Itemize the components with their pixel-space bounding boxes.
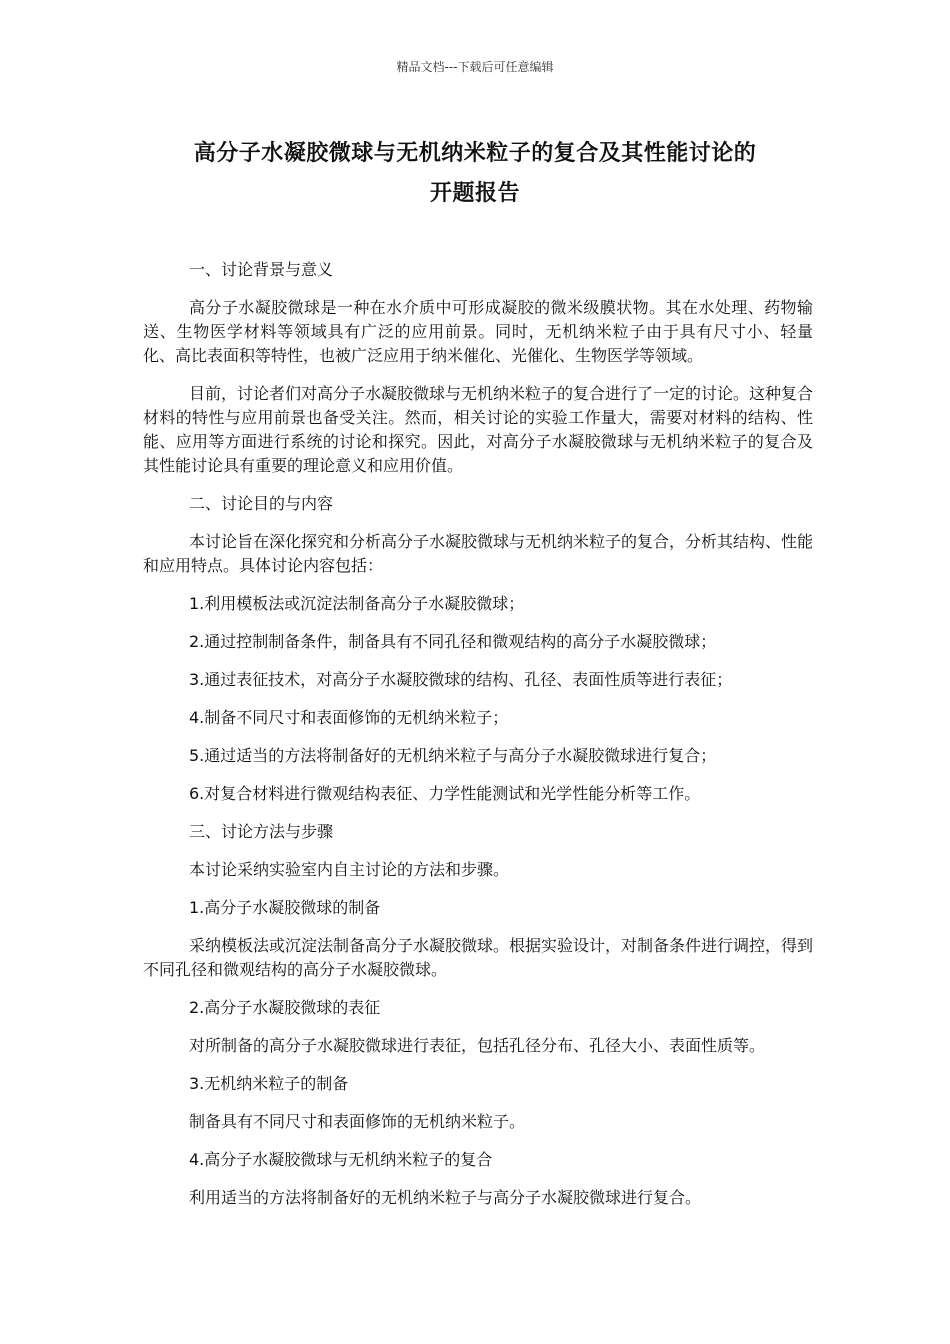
step-3-title: 3.无机纳米粒子的制备 xyxy=(189,1074,349,1093)
section-2-item-5: 5.通过适当的方法将制备好的无机纳米粒子与高分子水凝胶微球进行复合； xyxy=(189,746,717,765)
section-2-item-1: 1.利用模板法或沉淀法制备高分子水凝胶微球； xyxy=(189,594,525,613)
section-2-intro: 本讨论旨在深化探究和分析高分子水凝胶微球与无机纳米粒子的复合，分析其结构、性能和应用特点。具体讨论内容包括： xyxy=(143,532,814,575)
section-1-heading: 一、讨论背景与意义 xyxy=(189,260,334,279)
section-3-heading: 三、讨论方法与步骤 xyxy=(189,822,334,841)
step-2-text: 对所制备的高分子水凝胶微球进行表征，包括孔径分布、孔径大小、表面性质等。 xyxy=(189,1036,766,1055)
step-1-text: 采纳模板法或沉淀法制备高分子水凝胶微球。根据实验设计，对制备条件进行调控，得到不同孔径和微观结构的高分子水凝胶微球。 xyxy=(143,936,814,979)
header-note: 精品文档---下载后可任意编辑 xyxy=(396,60,554,74)
step-3-text: 制备具有不同尺寸和表面修饰的无机纳米粒子。 xyxy=(189,1112,526,1131)
section-2-item-2: 2.通过控制制备条件，制备具有不同孔径和微观结构的高分子水凝胶微球； xyxy=(189,632,717,651)
title-line-1: 高分子水凝胶微球与无机纳米粒子的复合及其性能讨论的 xyxy=(193,141,757,166)
section-1-paragraph-2: 目前，讨论者们对高分子水凝胶微球与无机纳米粒子的复合进行了一定的讨论。这种复合材料的特性与应用前景也备受关注。然而，相关讨论的实验工作量大，需要对材料的结构、性能、应用等方面进行系统的讨论和探究。因此，对高分子水凝胶微球与无机纳米粒子的复合及其性能讨论具有重要的理论意义和应用价值。 xyxy=(143,384,814,475)
section-1-paragraph-1: 高分子水凝胶微球是一种在水介质中可形成凝胶的微米级膜状物。其在水处理、药物输送、生物医学材料等领域具有广泛的应用前景。同时，无机纳米粒子由于具有尺寸小、轻量化、高比表面积等特性，也被广泛应用于纳米催化、光催化、生物医学等领域。 xyxy=(143,298,813,365)
title-line-2: 开题报告 xyxy=(429,181,520,206)
step-1-title: 1.高分子水凝胶微球的制备 xyxy=(189,898,381,917)
step-2-title: 2.高分子水凝胶微球的表征 xyxy=(189,998,381,1017)
document-body xyxy=(143,258,813,1224)
section-2-item-6: 6.对复合材料进行微观结构表征、力学性能测试和光学性能分析等工作。 xyxy=(189,784,701,803)
section-2-item-4: 4.制备不同尺寸和表面修饰的无机纳米粒子； xyxy=(189,708,509,727)
step-4-text: 利用适当的方法将制备好的无机纳米粒子与高分子水凝胶微球进行复合。 xyxy=(189,1188,702,1207)
step-4-title: 4.高分子水凝胶微球与无机纳米粒子的复合 xyxy=(189,1150,493,1169)
section-3-intro: 本讨论采纳实验室内自主讨论的方法和步骤。 xyxy=(189,860,510,879)
section-2-heading: 二、讨论目的与内容 xyxy=(189,494,334,513)
section-2-item-3: 3.通过表征技术，对高分子水凝胶微球的结构、孔径、表面性质等进行表征； xyxy=(189,670,733,689)
document-title xyxy=(120,134,830,214)
